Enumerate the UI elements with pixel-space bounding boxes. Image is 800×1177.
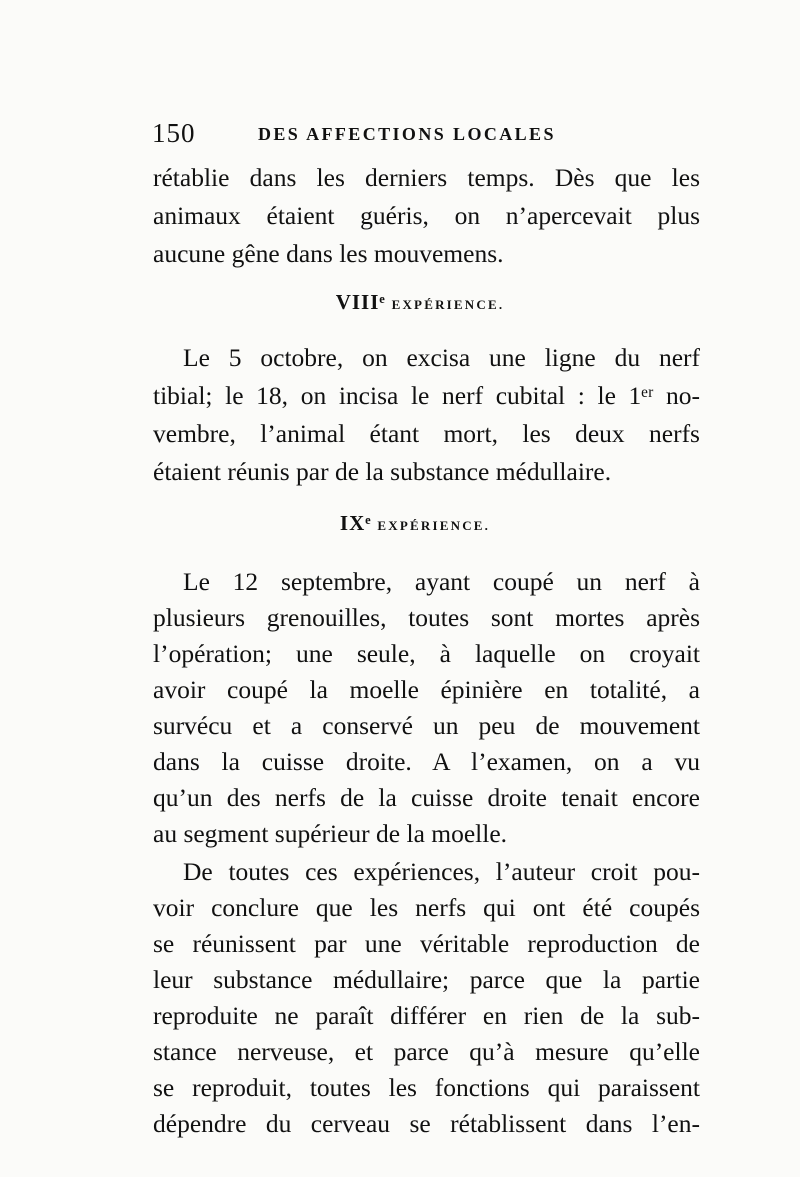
text-line: reproduite ne paraît différer en rien de la sub-: [153, 1001, 700, 1030]
text-line: dans la cuisse droite. A l’examen, on a vu: [153, 747, 700, 776]
section-heading-viii: [0, 290, 800, 315]
running-head: DES AFFECTIONS LOCALES: [258, 124, 556, 144]
heading-number: IXᵉ: [339, 511, 372, 535]
text-line: stance nerveuse, et parce qu’à mesure qu’elle: [153, 1037, 700, 1066]
text-line: l’opération; une seule, à laquelle on croyait: [153, 639, 700, 668]
text-line: animaux étaient guéris, on n’apercevait plus: [153, 201, 700, 230]
text-line: De toutes ces expériences, l’auteur croit pou-: [183, 857, 700, 886]
heading-word: EXPÉRIENCE.: [377, 518, 491, 533]
text-line: rétablie dans les derniers temps. Dès que les: [153, 163, 700, 192]
heading-word: EXPÉRIENCE.: [391, 297, 505, 312]
text-line: qu’un des nerfs de la cuisse droite tenait encore: [153, 783, 700, 812]
text-line: se réunissent par une véritable reproduction de: [153, 929, 700, 958]
page-header: [152, 118, 712, 152]
section-heading-ix: [0, 511, 800, 536]
text-line: Le 12 septembre, ayant coupé un nerf à: [183, 567, 700, 596]
text-line: étaient réunis par de la substance médullaire.: [153, 457, 612, 486]
page-number: 150: [152, 118, 196, 148]
text-line: survécu et a conservé un peu de mouvement: [153, 711, 700, 740]
text-line: avoir coupé la moelle épinière en totalité, a: [153, 675, 700, 704]
text-line: voir conclure que les nerfs qui ont été coupés: [153, 893, 700, 922]
text-line: vembre, l’animal étant mort, les deux nerfs: [153, 419, 700, 448]
heading-number: VIIIᵉ: [335, 290, 386, 314]
text-line: leur substance médullaire; parce que la partie: [153, 965, 700, 994]
text-line: au segment supérieur de la moelle.: [153, 819, 508, 848]
text-line: Le 5 octobre, on excisa une ligne du nerf: [183, 343, 700, 372]
text-line: plusieurs grenouilles, toutes sont mortes après: [153, 603, 700, 632]
text-line: se reproduit, toutes les fonctions qui paraissent: [153, 1073, 700, 1102]
text-line: tibial; le 18, on incisa le nerf cubital : le 1ᵉʳ no-: [153, 381, 700, 410]
text-line: dépendre du cerveau se rétablissent dans l’en-: [153, 1109, 700, 1138]
text-line: aucune gêne dans les mouvemens.: [153, 239, 504, 268]
